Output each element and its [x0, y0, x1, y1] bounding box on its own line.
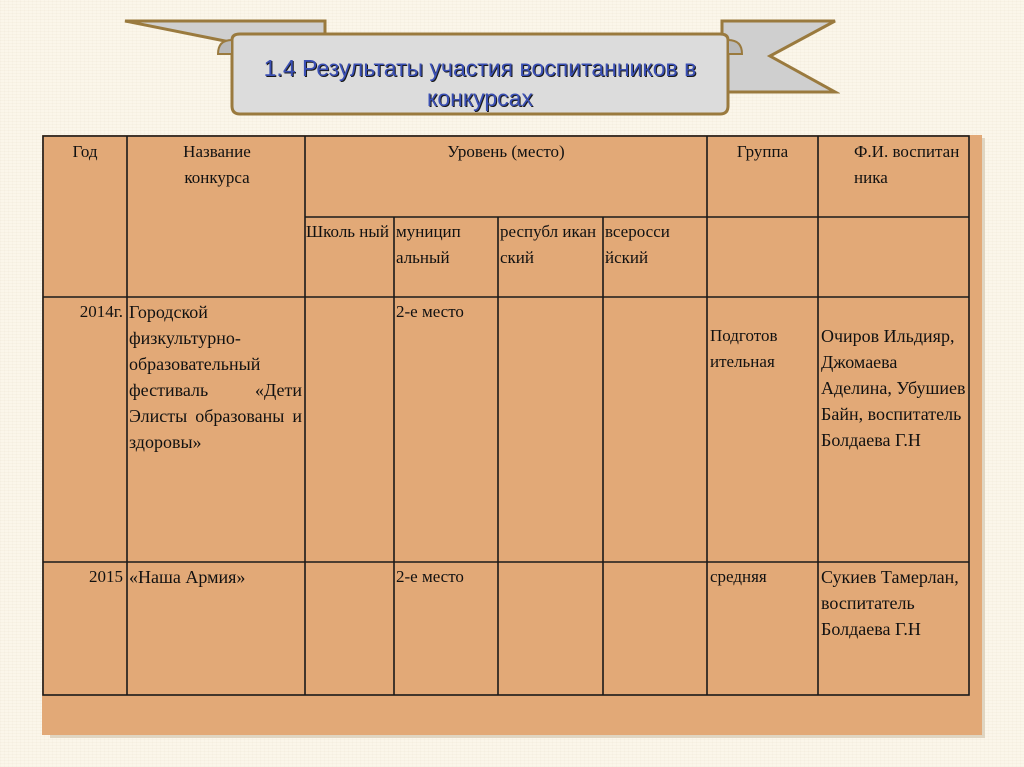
page-title: [230, 53, 730, 113]
header-group: Группа: [736, 142, 789, 161]
title-line-2: конкурсах: [427, 85, 533, 111]
row2-municipal: 2-е место: [396, 567, 464, 586]
header-name: Название конкурса: [183, 142, 251, 187]
row2-group: средняя: [710, 567, 767, 586]
row1-fio: Очиров Ильдияр, Джомаева Аделина, Убушиев Байн, воспитатель Болдаева Г.Н: [821, 326, 966, 450]
row2-fio: Сукиев Тамерлан, воспитатель Болдаева Г.Н: [821, 567, 959, 639]
header-year: Год: [72, 142, 98, 161]
title-banner: [120, 18, 840, 118]
header-level: Уровень (место): [447, 142, 565, 161]
level-republic: республ иканский: [500, 222, 597, 267]
row2-year: 2015: [89, 567, 123, 586]
level-russia: всеросси йский: [605, 222, 670, 267]
results-table: [42, 135, 982, 735]
row1-year: 2014г.: [79, 302, 123, 321]
level-school: Школь ный: [306, 222, 389, 241]
row1-group: Подготов ительная: [710, 326, 778, 371]
header-fio: Ф.И. воспитан ника: [854, 142, 960, 187]
row2-name: «Наша Армия»: [129, 567, 246, 587]
title-line-1: 1.4 Результаты участия воспитанников в: [263, 55, 697, 81]
level-municipal: муницип альный: [396, 222, 461, 267]
row1-municipal: 2-е место: [396, 302, 464, 321]
row1-name: Городской физкультурно-образовательный фестиваль «Дети Элисты образованы и здоровы»: [129, 302, 302, 452]
